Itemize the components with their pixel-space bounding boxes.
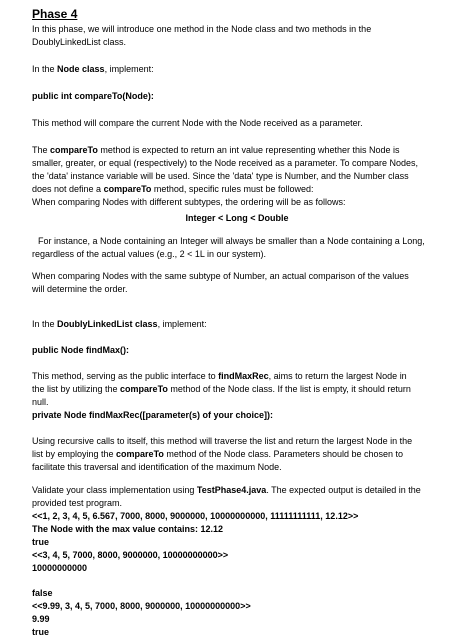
find-max-1a: This method, serving as the public interface to — [32, 371, 219, 381]
compare-para-line-2: smaller, greater, or equal (respectively) to the Node received as a parameter. To compare Nodes, — [32, 158, 419, 168]
output-line: <<9.99, 3, 4, 5, 7000, 8000, 9000000, 10000000000>> — [32, 601, 251, 611]
find-max-2b: compareTo — [120, 384, 168, 394]
validate-1c: . The expected output is detailed in the — [266, 485, 421, 495]
node-class-line — [32, 63, 154, 75]
find-max-1c: , aims to return the largest Node in — [268, 371, 407, 381]
compare-para-line-1 — [32, 144, 400, 156]
find-max-1b: findMaxRec — [218, 371, 269, 381]
compare-para-4b: compareTo — [103, 184, 152, 194]
intro-line-1: In this phase, we will introduce one method in the Node class and two methods in the — [32, 24, 372, 34]
output-line: false — [32, 588, 53, 598]
compare-para-4c: method, specific rules must be followed: — [151, 184, 314, 194]
node-class-name: Node class — [57, 64, 105, 74]
output-line: <<3, 4, 5, 7000, 8000, 9000000, 10000000000>> — [32, 550, 229, 560]
validate-line-2: provided test program. — [32, 498, 123, 508]
same-subtype-line-1: When comparing Nodes with the same subtype of Number, an actual comparison of the values — [32, 271, 409, 281]
dll-class-lead: In the — [32, 319, 58, 329]
recursive-line-3: facilitate this traversal and identification of the maximum Node. — [32, 462, 282, 472]
find-max-2c: method of the Node class. If the list is empty, it should return — [167, 384, 411, 394]
find-max-rec-signature: private Node findMaxRec([parameter(s) of your choice]): — [32, 410, 274, 420]
instance-para-line-1: For instance, a Node containing an Integer will always be smaller than a Node containing a Long, — [38, 236, 425, 246]
compare-para-1b: compareTo — [50, 145, 98, 155]
instance-para-line-2: regardless of the actual values (e.g., 2 < 1L in our system). — [32, 249, 267, 259]
validate-1a: Validate your class implementation using — [32, 485, 197, 495]
same-subtype-line-2: will determine the order. — [32, 284, 128, 294]
compare-para-line-4 — [32, 183, 313, 195]
type-ordering: Integer < Long < Double — [185, 213, 289, 223]
compare-to-signature: public int compareTo(Node): — [32, 91, 154, 101]
recursive-2c: method of the Node class. Parameters should be chosen to — [163, 449, 404, 459]
validate-line-1 — [32, 484, 421, 496]
phase-heading: Phase 4 — [32, 7, 78, 21]
output-line: 9.99 — [32, 614, 50, 624]
find-max-2a: the list by utilizing the — [32, 384, 121, 394]
find-max-line-1 — [32, 370, 407, 382]
output-line: 10000000000 — [32, 563, 88, 573]
find-max-line-2 — [32, 383, 411, 395]
recursive-2a: list by employing the — [32, 449, 117, 459]
compare-para-4a: does not define a — [32, 184, 104, 194]
validate-1b: TestPhase4.java — [196, 485, 267, 495]
output-line: <<1, 2, 3, 4, 5, 6.567, 7000, 8000, 9000000, 10000000000, 11111111111, 12.12>> — [32, 511, 359, 521]
dll-class-name: DoublyLinkedList class — [57, 319, 158, 329]
recursive-line-1: Using recursive calls to itself, this method will traverse the list and return the largest Node in the — [32, 436, 413, 446]
compare-para-1c: method is expected to return an int value representing whether this Node is — [97, 145, 400, 155]
compare-para-line-5: When comparing Nodes with different subtypes, the ordering will be as follows: — [32, 197, 346, 207]
compare-para-line-3: the 'data' instance variable will be used. Since the 'data' type is Number, and the Number class — [32, 171, 409, 181]
recursive-2b: compareTo — [116, 449, 164, 459]
find-max-signature: public Node findMax(): — [32, 345, 129, 355]
compare-to-description: This method will compare the current Node with the Node received as a parameter. — [32, 118, 363, 128]
recursive-line-2 — [32, 448, 403, 460]
compare-para-1a: The — [32, 145, 51, 155]
intro-line-2: DoublyLinkedList class. — [32, 37, 127, 47]
output-line: The Node with the max value contains: 12.12 — [32, 524, 224, 534]
find-max-line-3: null. — [32, 397, 49, 407]
output-line: true — [32, 627, 50, 637]
output-line: true — [32, 537, 50, 547]
node-class-tail: , implement: — [104, 64, 154, 74]
node-class-lead: In the — [32, 64, 58, 74]
dll-class-line — [32, 318, 207, 330]
dll-class-tail: , implement: — [157, 319, 207, 329]
